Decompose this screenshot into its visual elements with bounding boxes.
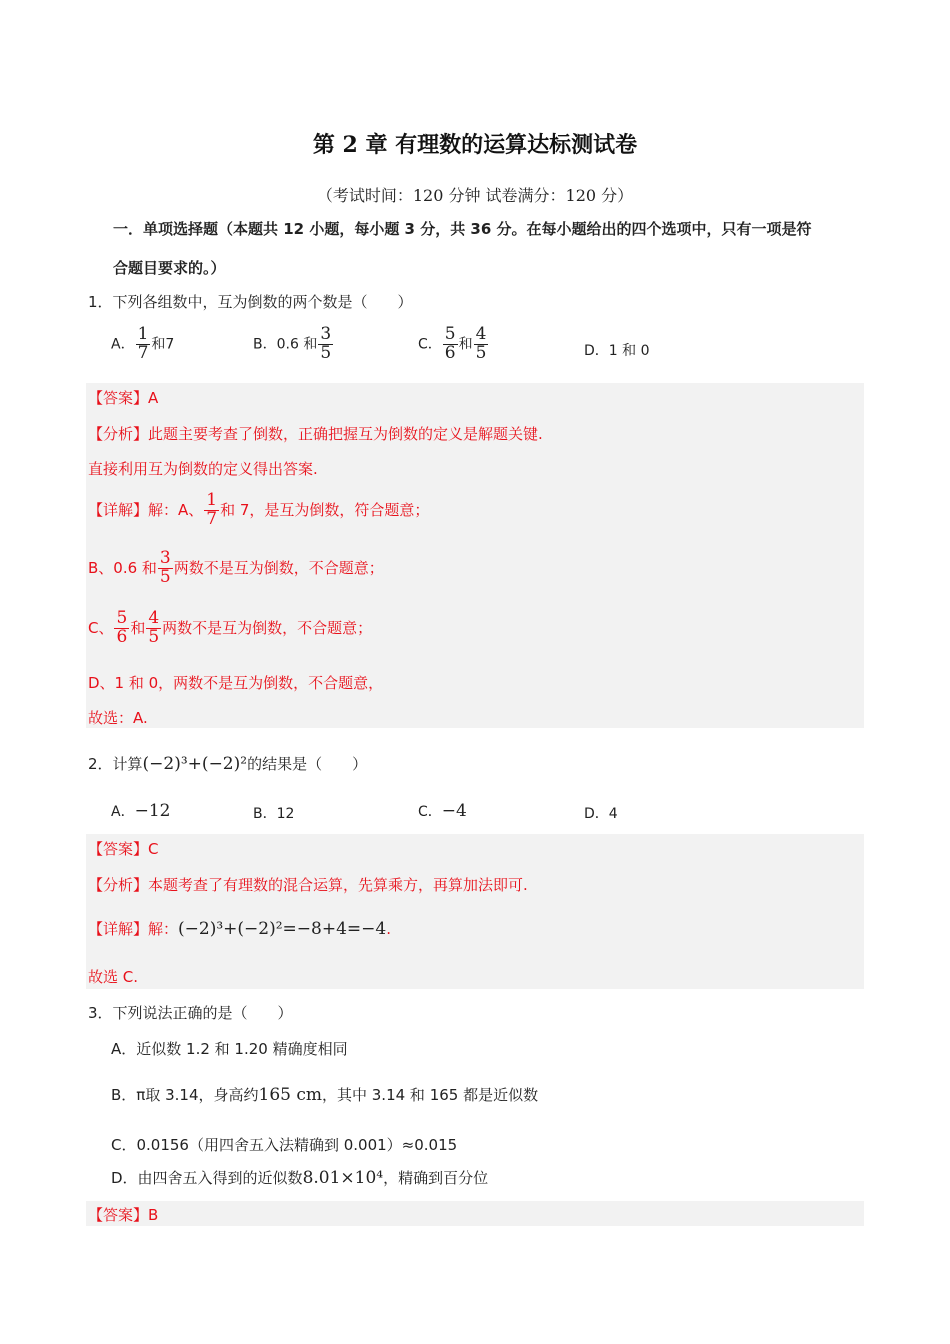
- detail-text: 【详解】解：A、: [88, 500, 204, 519]
- option-text: ，其中 3.14 和 165 都是近似数: [322, 1086, 539, 1104]
- detail-text: 【详解】解：: [88, 920, 179, 938]
- denominator: 5: [148, 626, 160, 647]
- denominator: 5: [320, 342, 332, 363]
- denominator: 6: [116, 626, 128, 647]
- fraction: [204, 492, 219, 529]
- q2-option-b: B．12: [253, 806, 295, 822]
- q2-option-d: D．4: [584, 806, 618, 822]
- q3-option-d: [111, 1167, 488, 1188]
- fraction: [443, 326, 458, 363]
- numerator: 4: [148, 608, 160, 628]
- math-value: 8.01×10⁴: [302, 1168, 384, 1188]
- fraction: [158, 550, 173, 587]
- section-heading-line1: 一．单项选择题（本题共 12 小题，每小题 3 分，共 36 分。在每小题给出的四个选项中，只有一项是符: [113, 220, 812, 238]
- denominator: 5: [159, 566, 171, 587]
- detail-text: 两数不是互为倒数，不合题意；: [173, 558, 384, 577]
- q2-detail: [88, 918, 391, 939]
- q1-detail-a: [88, 492, 429, 529]
- option-text: D．由四舍五入得到的近似数: [111, 1169, 303, 1187]
- numerator: 5: [116, 608, 128, 628]
- q2-answer: 【答案】C: [88, 840, 159, 858]
- detail-text: 两数不是互为倒数，不合题意；: [162, 618, 373, 637]
- denominator: 7: [206, 508, 218, 529]
- option-label: A．: [111, 336, 135, 353]
- q2-analysis: 【分析】本题考查了有理数的混合运算，先算乘方，再算加法即可.: [88, 876, 528, 894]
- math-expression: (−2)³+(−2)²: [142, 754, 248, 774]
- math-value: −4: [441, 801, 467, 821]
- q1-detail-c: [88, 610, 372, 647]
- question-2-stem: [88, 753, 367, 774]
- numerator: 1: [137, 324, 149, 344]
- q3-option-b: [111, 1084, 538, 1105]
- option-text: 0.6 和: [276, 336, 318, 353]
- question-3-stem: 3．下列说法正确的是（ ）: [88, 1004, 293, 1022]
- option-label: A．: [111, 804, 135, 820]
- numerator: 5: [444, 324, 456, 344]
- numerator: 4: [475, 324, 487, 344]
- q2-option-a: [111, 801, 170, 821]
- q1-option-c: [418, 326, 489, 363]
- q3-option-c: C．0.0156（用四舍五入法精确到 0.001）≈0.015: [111, 1136, 458, 1154]
- exam-info: （考试时间：120 分钟 试卷满分：120 分）: [316, 186, 634, 205]
- option-text: ，精确到百分位: [383, 1169, 489, 1187]
- q1-detail-d: D、1 和 0，两数不是互为倒数，不合题意，: [88, 674, 384, 692]
- fraction: [474, 326, 489, 363]
- denominator: 5: [475, 342, 487, 363]
- detail-text: 和: [130, 618, 146, 637]
- detail-text: .: [386, 920, 391, 938]
- denominator: 7: [137, 342, 149, 363]
- fraction: [114, 610, 129, 647]
- numerator: 3: [159, 548, 171, 568]
- q2-option-c: [418, 801, 467, 821]
- q2-solution-box: [86, 834, 864, 989]
- option-label: C．: [418, 336, 442, 353]
- q1-analysis: 【分析】此题主要考查了倒数，正确把握互为倒数的定义是解题关键.: [88, 425, 543, 443]
- q3-answer: 【答案】B: [88, 1206, 159, 1224]
- stem-text: 2．计算: [88, 755, 143, 773]
- q1-analysis-2: 直接利用互为倒数的定义得出答案.: [88, 460, 318, 478]
- stem-text: 的结果是（ ）: [247, 755, 368, 773]
- q2-choose: 故选 C.: [88, 968, 139, 986]
- question-1-stem: 1．下列各组数中，互为倒数的两个数是（ ）: [88, 293, 413, 311]
- section-heading-line2: 合题目要求的。）: [113, 259, 226, 277]
- q1-choose: 故选：A.: [88, 709, 148, 727]
- q1-option-a: [111, 326, 174, 363]
- q3-solution-box: [86, 1201, 864, 1226]
- q1-option-d: D．1 和 0: [584, 343, 650, 359]
- option-text: 和7: [151, 336, 175, 353]
- numerator: 1: [206, 490, 218, 510]
- fraction: [318, 326, 333, 363]
- page-title: 第 2 章 有理数的运算达标测试卷: [312, 132, 638, 158]
- math-expression: (−2)³+(−2)²=−8+4=−4: [178, 919, 387, 939]
- denominator: 6: [444, 342, 456, 363]
- math-value: −12: [134, 801, 171, 821]
- fraction: [146, 610, 161, 647]
- q3-option-a: A．近似数 1.2 和 1.20 精确度相同: [111, 1040, 348, 1058]
- detail-text: B、0.6 和: [88, 558, 157, 577]
- q1-answer: 【答案】A: [88, 389, 159, 407]
- fraction: [136, 326, 151, 363]
- numerator: 3: [320, 324, 332, 344]
- detail-text: C、: [88, 618, 114, 637]
- detail-text: 和 7，是互为倒数，符合题意；: [220, 500, 430, 519]
- option-text: B．π取 3.14，身高约: [111, 1086, 259, 1104]
- math-value: 165 cm: [258, 1085, 322, 1105]
- option-label: B．: [253, 336, 277, 353]
- q1-option-b: [253, 326, 334, 363]
- option-text: 和: [458, 336, 473, 353]
- option-label: C．: [418, 804, 442, 820]
- q1-detail-b: [88, 550, 384, 587]
